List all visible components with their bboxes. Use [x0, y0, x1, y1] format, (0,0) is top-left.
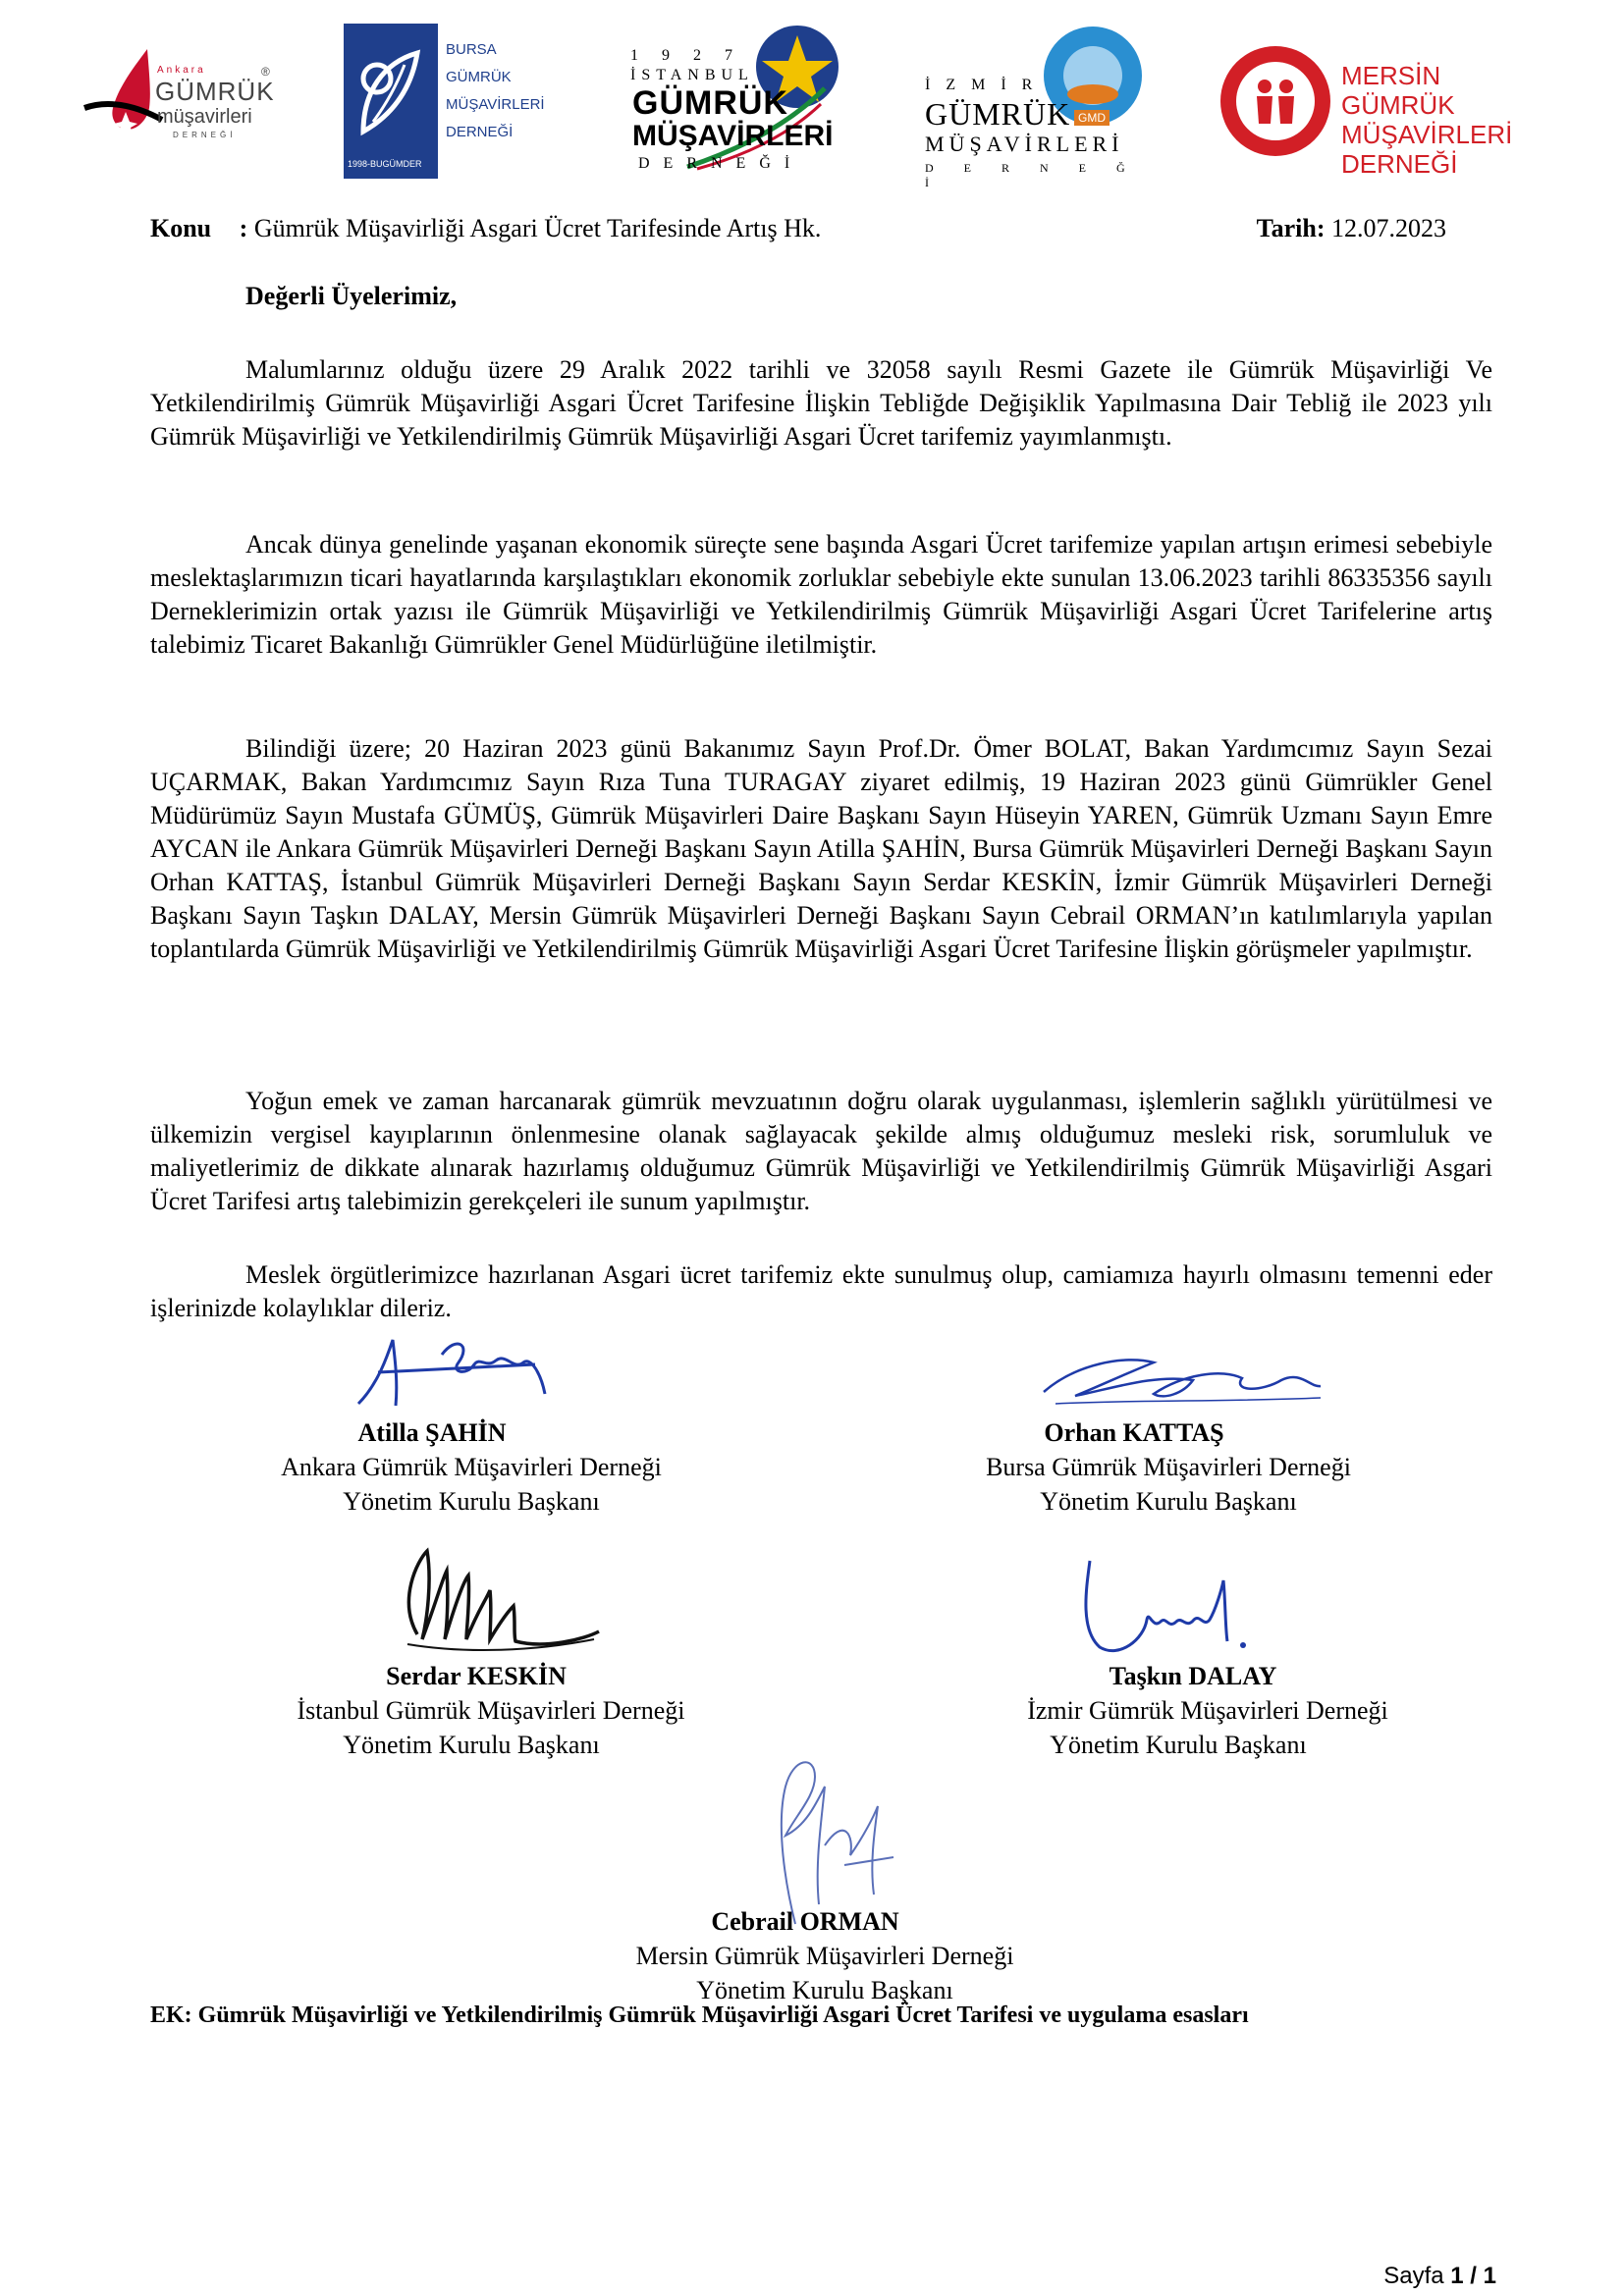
bursa-since: 1998-BUGÜMDER	[348, 159, 422, 169]
istanbul-logo	[628, 20, 864, 177]
istanbul-city: İSTANBUL	[630, 67, 754, 83]
signatory-title: Yönetim Kurulu Başkanı	[343, 1487, 600, 1516]
izmir-badge: GMD	[1074, 110, 1110, 126]
signatory-bursa	[943, 1415, 1394, 1519]
ankara-logo-line2: müşavirleri	[157, 106, 252, 128]
signatory-title: Yönetim Kurulu Başkanı	[1050, 1731, 1307, 1759]
signatory-title: Yönetim Kurulu Başkanı	[343, 1731, 600, 1759]
signatory-org: Ankara Gümrük Müşavirleri Derneği	[281, 1453, 662, 1481]
konu-text: Gümrük Müşavirliği Asgari Ücret Tarifesinde Artış Hk.	[253, 214, 822, 242]
subject-line	[150, 214, 1446, 243]
mersin-line3: MÜŞAVİRLERİ	[1341, 120, 1513, 149]
page-label: Sayfa	[1383, 2263, 1444, 2289]
signatory-istanbul	[255, 1659, 727, 1762]
signature-dalay	[1051, 1551, 1267, 1664]
mersin-line2: GÜMRÜK	[1341, 90, 1455, 120]
bursa-leaf-icon	[344, 24, 438, 161]
ankara-logo-line3: DERNEĞİ	[173, 131, 237, 139]
signatory-org: Bursa Gümrük Müşavirleri Derneği	[986, 1453, 1351, 1481]
bursa-logo	[344, 24, 545, 181]
salutation: Değerli Üyelerimiz,	[245, 282, 458, 310]
signature-sahin	[349, 1325, 565, 1418]
paragraph-4: Yoğun emek ve zaman harcanarak gümrük mevzuatının doğru olarak uygulanması, işlemlerin sağlıklı yürütülmesi ve ülkemizin vergisel kayıplarının önlenmesine olanak sağlayacak şekilde almış olduğumuz mesleki risk, sorumluluk ve maliyetlerimiz de dikkate alınarak hazırlamış olduğumuz Gümrük Müşavirliği ve Yetkilendirilmiş Gümrük Müşavirliği Asgari Ücret Tarifesi artış talebimizin gerekçeleri ile sunum yapılmıştır.	[150, 1087, 1492, 1215]
tarih-label: Tarih:	[1256, 214, 1326, 242]
istanbul-line2: MÜŞAVİRLERİ	[632, 120, 834, 152]
ankara-logo-small: Ankara	[157, 65, 206, 76]
attachment-note: EK: Gümrük Müşavirliği ve Yetkilendirilmiş Gümrük Müşavirliği Asgari Ücret Tarifesi ve uygulama esasları	[150, 2002, 1249, 2028]
istanbul-year: 1 9 2 7	[630, 47, 742, 64]
istanbul-line3: DERNEĞİ	[638, 155, 804, 172]
signatory-name: Taşkın DALAY	[1109, 1662, 1277, 1690]
signature-keskin	[388, 1541, 614, 1659]
page-number	[1383, 2263, 1496, 2290]
istanbul-line1: GÜMRÜK	[632, 84, 788, 122]
signatory-org: Mersin Gümrük Müşavirleri Derneği	[635, 1942, 1014, 1970]
page-total: 1	[1483, 2263, 1496, 2289]
konu-label: Konu	[150, 214, 212, 242]
paragraph-2: Ancak dünya genelinde yaşanan ekonomik süreçte sene başında Asgari Ücret tarifemize yapılan artışın erimesi sebebiyle meslektaşlarımızın ticari hayatlarında karşılaştıkları ekonomik zorluklar sebebiyle ekte sunulan 13.06.2023 tarihli 86335356 sayılı Derneklerimizin ortak yazısı ile Gümrük Müşavirliği ve Yetkilendirilmiş Gümrük Müşavirliği Asgari Ücret Tarifelerine artış talebimiz Ticaret Bakanlığı Gümrükler Genel Müdürlüğüne iletilmiştir.	[150, 530, 1492, 659]
signatory-mersin	[569, 1904, 1080, 2007]
signatory-name: Atilla ŞAHİN	[357, 1418, 507, 1447]
tarih-value: 12.07.2023	[1331, 214, 1446, 242]
paragraph-1: Malumlarınız olduğu üzere 29 Aralık 2022 tarihli ve 32058 sayılı Resmi Gazete ile Gümrük Müşavirliği Ve Yetkilendirilmiş Gümrük Müşavirliği Asgari Ücret Tarifesine İlişkin Tebliğde Değişiklik Yapılmasına Dair Tebliğ ile 2023 yılı Gümrük Müşavirliği ve Yetkilendirilmiş Gümrük Müşavirliği Asgari Ücret tarifemiz yayımlanmıştı.	[150, 355, 1492, 451]
signatory-org: İstanbul Gümrük Müşavirleri Derneği	[297, 1696, 685, 1725]
page-sep: /	[1470, 2263, 1477, 2289]
signatory-title: Yönetim Kurulu Başkanı	[1040, 1487, 1297, 1516]
signatory-name: Cebrail ORMAN	[711, 1907, 899, 1936]
izmir-city: İ Z M İ R	[925, 77, 1039, 93]
izmir-line1: GÜMRÜK	[925, 96, 1071, 132]
bursa-line3: MÜŞAVİRLERİ	[446, 96, 545, 113]
bursa-emblem	[344, 24, 438, 179]
bursa-line1: BURSA	[446, 41, 497, 58]
izmir-line2: MÜŞAVİRLERİ	[925, 132, 1124, 156]
bursa-line4: DERNEĞİ	[446, 124, 514, 140]
signatory-ankara	[255, 1415, 687, 1519]
ankara-logo	[79, 39, 285, 157]
signatory-title: Yönetim Kurulu Başkanı	[696, 1976, 953, 2004]
mersin-emblem-icon	[1218, 18, 1333, 185]
ankara-logo-reg: ®	[261, 65, 270, 79]
bursa-line2: GÜMRÜK	[446, 69, 512, 85]
izmir-line3: D E R N E Ğ İ	[925, 161, 1139, 189]
ankara-logo-big: GÜMRÜK	[155, 77, 275, 106]
mersin-line1: MERSİN	[1341, 61, 1441, 90]
signatory-org: İzmir Gümrük Müşavirleri Derneği	[1027, 1696, 1388, 1725]
date-block	[1257, 214, 1446, 243]
mersin-logo	[1218, 18, 1513, 185]
mersin-line4: DERNEĞİ	[1341, 149, 1458, 179]
signatory-izmir	[982, 1659, 1434, 1762]
paragraph-3: Bilindiği üzere; 20 Haziran 2023 günü Bakanımız Sayın Prof.Dr. Ömer BOLAT, Bakan Yardımcımız Sayın Sezai UÇARMAK, Bakan Yardımcımız Sayın Rıza Tuna TURAGAY ziyaret edilmiş, 19 Haziran 2023 günü Gümrükler Genel Müdürümüz Sayın Mustafa GÜMÜŞ, Gümrük Müşavirleri Daire Başkanı Sayın Hüseyin YAREN, Gümrük Uzmanı Sayın Emre AYCAN ile Ankara Gümrük Müşavirleri Derneği Başkanı Sayın Atilla ŞAHİN, Bursa Gümrük Müşavirleri Derneği Başkanı Sayın Orhan KATTAŞ, İstanbul Gümrük Müşavirleri Derneği Başkanı Sayın Serdar KESKİN, İzmir Gümrük Müşavirleri Derneği Başkanı Sayın Taşkın DALAY, Mersin Gümrük Müşavirleri Derneği Başkanı Sayın Cebrail ORMAN’ın katılımlarıyla yapılan toplantılarda Gümrük Müşavirliği ve Yetkilendirilmiş Gümrük Müşavirliği Asgari Ücret Tarifesine İlişkin görüşmeler yapılmıştır.	[150, 734, 1492, 963]
izmir-logo	[923, 22, 1149, 189]
signature-kattas	[1036, 1345, 1330, 1414]
signatory-name: Orhan KATTAŞ	[1044, 1418, 1224, 1447]
signatory-name: Serdar KESKİN	[386, 1662, 567, 1690]
paragraph-5: Meslek örgütlerimizce hazırlanan Asgari ücret tarifemiz ekte sunulmuş olup, camiamıza hayırlı olmasını temenni eder işlerinizde kolaylıklar dileriz.	[150, 1260, 1492, 1322]
page-current: 1	[1450, 2263, 1464, 2289]
konu-separator: :	[239, 214, 248, 242]
